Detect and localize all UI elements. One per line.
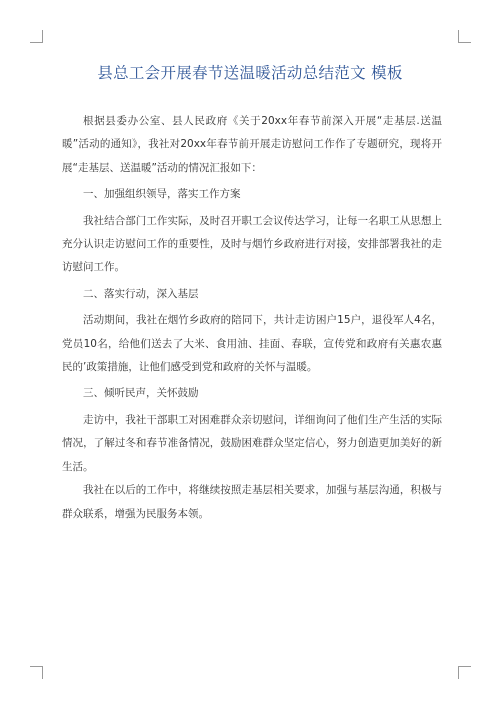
document-body xyxy=(62,110,442,526)
crop-mark-top-left xyxy=(30,30,43,43)
section-heading-2: 二、落实行动，深入基层 xyxy=(83,287,199,300)
section-2-paragraph: 活动期间，我社在烟竹乡政府的陪同下，共计走访困户15户，退役军人4名，党员10名，给他们送去了大米、食用油、挂面、春联，宣传党和政府有关惠农惠民的’政策措施，让他们感受到党和政府的关怀与温暖。 xyxy=(62,314,442,374)
crop-mark-bottom-left xyxy=(30,666,43,679)
section-heading-1: 一、加强组织领导，落实工作方案 xyxy=(83,188,241,201)
crop-mark-bottom-right xyxy=(458,666,471,679)
closing-paragraph: 我社在以后的工作中，将继续按照走基层相关要求，加强与基层沟通，积极与群众联系，增强为民服务本领。 xyxy=(62,484,442,520)
document-title: 县总工会开展春节送温暖活动总结范文 模板 xyxy=(97,64,403,82)
section-heading-3: 三、倾听民声，关怀鼓励 xyxy=(83,387,199,400)
section-3-paragraph: 走访中，我社干部职工对困难群众亲切慰问，详细询问了他们生产生活的实际情况，了解过冬和春节准备情况，鼓励困难群众坚定信心，努力创造更加美好的新生活。 xyxy=(62,413,442,473)
crop-mark-top-right xyxy=(458,30,471,43)
intro-paragraph: 根据县委办公室、县人民政府《关于20xx年春节前深入开展“走基层.送温暖”活动的通知》，我社对20xx年春节前开展走访慰问工作作了专题研究，现将开展“走基层、送温暖”活动的情况汇报如下： xyxy=(62,115,442,174)
section-1-paragraph: 我社结合部门工作实际，及时召开职工会议传达学习，让每一名职工从思想上充分认识走访慰问工作的重要性，及时与烟竹乡政府进行对接，安排部署我社的走访慰问工作。 xyxy=(62,214,442,274)
